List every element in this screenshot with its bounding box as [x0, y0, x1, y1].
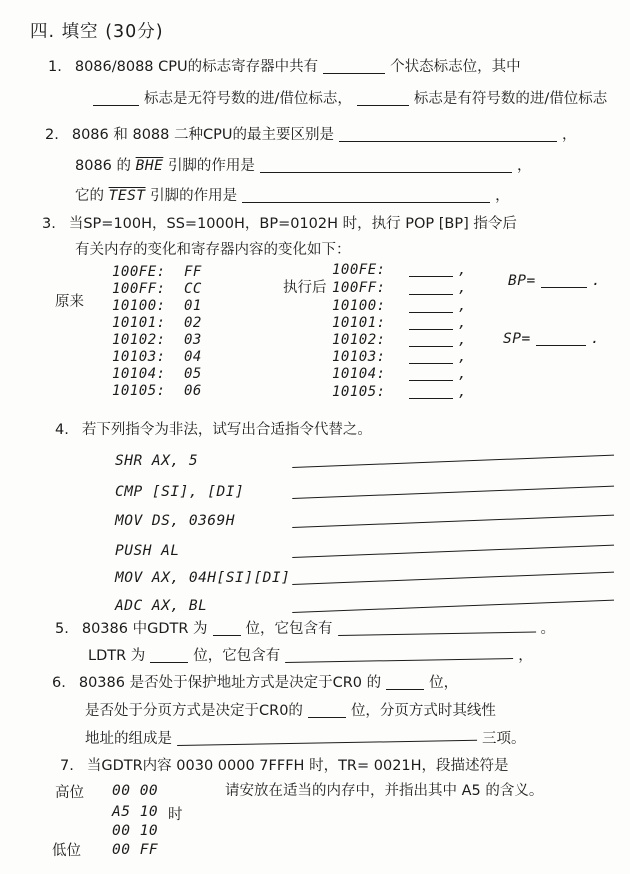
question-3-line-1 — [42, 215, 517, 233]
before-label: 原来 — [55, 294, 84, 310]
question-7-note: 请安放在适当的内存中，并指出其中 A5 的含义。 — [225, 783, 544, 799]
mem-before-row: 10105: 06 — [112, 383, 202, 399]
q2-line3-text-b: 引脚的作用是 — [150, 188, 238, 204]
blank-instr-mov-ds — [292, 502, 614, 528]
q5-line2-text-a: LDTR 为 — [88, 648, 146, 664]
mem-after-row: 10104: , — [332, 366, 467, 382]
blank-linear-address — [177, 727, 477, 746]
q5-line2-end: ， — [518, 648, 533, 664]
mem-after-row: 10101: , — [332, 315, 467, 331]
question-5-line-2 — [88, 647, 533, 665]
q5-line1-end: 。 — [540, 621, 556, 637]
blank-mem-10103 — [409, 351, 453, 364]
descriptor-bytes-row: 00 FF — [112, 842, 159, 858]
q4-number: 4. — [55, 422, 69, 438]
blank-signed-flag — [357, 92, 409, 106]
instruction-mov-ax: MOV AX, 04H[SI][DI] — [115, 570, 291, 586]
q6-line3-text-b: 三项。 — [482, 731, 526, 747]
low-byte-label: 低位 — [52, 843, 81, 859]
question-1-line-2 — [88, 90, 607, 108]
mem-before-row: 10103: 04 — [112, 349, 202, 365]
blank-ldtr-bits — [150, 649, 188, 663]
instruction-adc: ADC AX, BL — [115, 598, 208, 614]
q6-line3-text-a: 地址的组成是 — [85, 731, 172, 747]
q2-line2-text-b: 引脚的作用是 — [167, 158, 255, 174]
question-1-line-1 — [48, 58, 521, 76]
q6-line1-text-a: 80386 是否处于保护地址方式是决定于CR0 的 — [78, 675, 382, 691]
q2-line1-end: ， — [561, 127, 577, 143]
q2-line3-end: ， — [495, 188, 510, 204]
mem-after-row: 10100: , — [332, 298, 467, 314]
q3-line1-text: 当SP=100H，SS=1000H，BP=0102H 时，执行 POP [BP] 指令后 — [68, 216, 517, 232]
question-4-header — [55, 421, 372, 439]
q1-line2-text-b: 标志是有符号数的进/借位标志 — [413, 91, 608, 107]
question-3-line-2 — [75, 241, 351, 259]
question-2-line-1 — [45, 126, 576, 144]
blank-instr-push — [292, 532, 614, 558]
test-pin-label: TEST — [108, 188, 146, 204]
q1-line1-text-a: 8086/8088 CPU的标志寄存器中共有 — [74, 59, 319, 75]
blank-instr-mov-ax — [292, 559, 614, 585]
blank-bhe-function — [260, 159, 512, 173]
question-6-line-2 — [85, 702, 496, 720]
bp-label: BP= — [508, 273, 536, 289]
q5-line1-text-b: 位，它包含有 — [245, 621, 333, 637]
blank-cpu-difference — [339, 128, 557, 142]
mem-before-row: 10102: 03 — [112, 332, 202, 348]
blank-flag-count — [323, 60, 385, 74]
blank-mem-10101 — [409, 317, 453, 330]
instruction-row — [115, 570, 619, 586]
descriptor-bytes-row: 00 10 — [112, 823, 159, 839]
q1-number: 1. — [48, 59, 62, 75]
blank-test-function — [242, 189, 490, 203]
q2-line2-text-a: 8086 的 — [75, 158, 132, 174]
q6-line2-text-a: 是否处于分页方式是决定于CR0的 — [85, 703, 303, 719]
question-2-line-2 — [75, 157, 531, 175]
q6-number: 6. — [52, 675, 66, 691]
bp-register-line: BP= . — [508, 273, 601, 289]
mem-before-row: 10101: 02 — [112, 315, 202, 331]
blank-cr0-paging-bit — [308, 704, 346, 718]
q2-number: 2. — [45, 127, 59, 143]
q2-line2-end: ， — [516, 158, 532, 174]
descriptor-bytes-row: 00 00 — [112, 783, 159, 799]
q3-number: 3. — [42, 216, 56, 232]
q6-line1-text-b: 位， — [429, 675, 459, 691]
instruction-shr: SHR AX, 5 — [115, 453, 199, 469]
mem-before-row: 100FF: CC — [112, 281, 202, 297]
blank-mem-10102 — [409, 334, 453, 347]
mem-after-row: 10103: , — [332, 349, 467, 365]
q4-header-text: 若下列指令为非法，试写出合适指令代替之。 — [81, 422, 372, 438]
q2-line1-text: 8086 和 8088 二种CPU的最主要区别是 — [71, 127, 334, 143]
instruction-row — [115, 543, 619, 559]
instruction-push: PUSH AL — [115, 543, 180, 559]
shi-character: 时 — [168, 807, 183, 823]
instruction-row — [115, 453, 619, 469]
mem-after-row: 100FF: , — [332, 280, 467, 296]
blank-unsigned-flag — [93, 92, 139, 106]
high-byte-label: 高位 — [55, 785, 84, 801]
q7-line1-text: 当GDTR内容 0030 0000 7FFFH 时，TR= 0021H，段描述符是 — [86, 758, 509, 774]
mem-after-row: 10102: , — [332, 332, 467, 348]
blank-cr0-protect-bit — [386, 676, 424, 690]
instruction-cmp: CMP [SI], [DI] — [115, 484, 245, 500]
blank-bp — [541, 274, 587, 288]
after-label: 执行后 — [283, 280, 327, 296]
q5-number: 5. — [55, 621, 69, 637]
blank-sp — [536, 332, 586, 346]
blank-ldtr-content — [285, 645, 513, 663]
sp-label: SP= — [503, 331, 531, 347]
blank-mem-100fe — [409, 264, 453, 277]
q7-number: 7. — [60, 758, 74, 774]
q5-line2-text-b: 位，它包含有 — [193, 648, 281, 664]
blank-mem-10105 — [409, 386, 453, 399]
mem-before-row: 100FE: FF — [112, 264, 202, 280]
question-7-line-1 — [60, 757, 509, 775]
blank-instr-adc — [292, 587, 614, 613]
q1-line1-text-b: 个状态标志位，其中 — [390, 59, 521, 75]
mem-before-row: 10104: 05 — [112, 366, 202, 382]
question-2-line-3 — [75, 187, 510, 205]
q1-line2-text-a: 标志是无符号数的进/借位标志， — [144, 91, 352, 107]
page-title: 四. 填空 (30分) — [30, 22, 164, 42]
instruction-mov-ds: MOV DS, 0369H — [115, 513, 235, 529]
q6-line2-text-b: 位，分页方式时其线性 — [350, 703, 496, 719]
blank-mem-10100 — [409, 300, 453, 313]
mem-after-row: 10105: , — [332, 384, 467, 400]
blank-gdtr-content — [337, 619, 535, 636]
blank-mem-100ff — [409, 282, 453, 295]
blank-gdtr-bits — [213, 622, 241, 636]
bhe-pin-label: $\overline{BHE}$ — [135, 158, 164, 174]
q3-line2-text: 有关内存的变化和寄存器内容的变化如下： — [75, 242, 351, 258]
question-6-line-1 — [52, 674, 458, 692]
descriptor-bytes-row: A5 10 — [112, 804, 159, 820]
question-6-line-3 — [85, 730, 526, 748]
mem-before-row: 10100: 01 — [112, 298, 202, 314]
mem-after-row: 100FE: , — [332, 262, 467, 278]
instruction-row — [115, 513, 619, 529]
blank-instr-cmp — [292, 473, 614, 499]
sp-register-line: SP= . — [503, 331, 600, 347]
blank-mem-10104 — [409, 368, 453, 381]
q5-line1-text-a: 80386 中GDTR 为 — [81, 621, 208, 637]
question-5-line-1 — [55, 620, 555, 638]
blank-instr-shr — [292, 442, 614, 468]
instruction-row — [115, 598, 619, 614]
instruction-row — [115, 484, 619, 500]
q2-line3-text-a: 它的 — [75, 188, 104, 204]
